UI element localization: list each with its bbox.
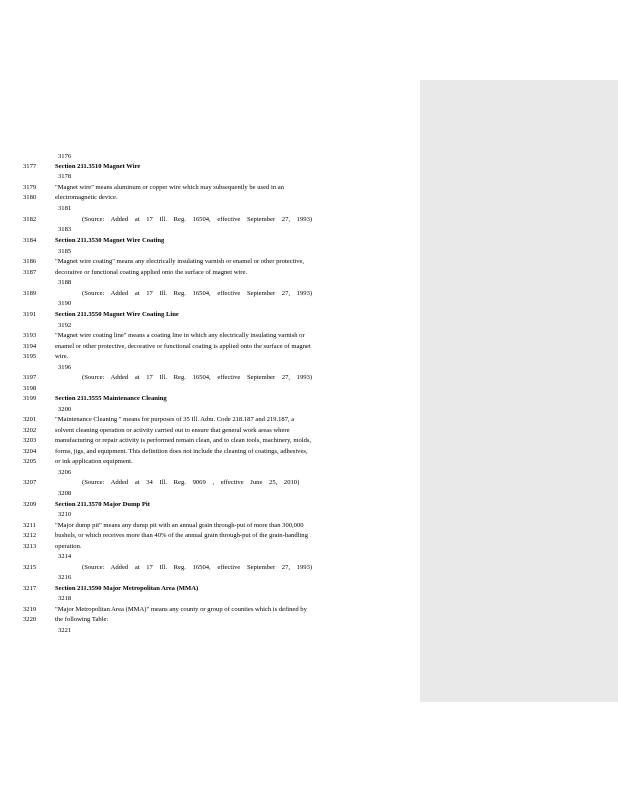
paragraph-number: 3214 (58, 553, 72, 560)
paragraph-number: 3188 (58, 279, 72, 286)
source-note: (Source: Added at 17 Ill. Reg. 16504, effective September 27, 1993) (82, 290, 313, 297)
paragraph-number: 3210 (58, 511, 72, 518)
line-number: 3211 (23, 522, 36, 529)
body-text: "Major Metropolitan Area (MMA)" means any county or group of counties which is defined by (55, 606, 307, 613)
line-number: 3204 (23, 448, 37, 455)
line-number: 3219 (23, 606, 37, 613)
body-text: electromagnetic device. (55, 194, 118, 201)
line-number: 3180 (23, 194, 37, 201)
paragraph-number: 3196 (58, 364, 72, 371)
line-number: 3209 (23, 501, 37, 508)
body-text: "Magnet wire coating" means any electrically insulating varnish or enamel or other protective, (55, 258, 305, 265)
body-text: wire. (55, 353, 69, 360)
body-text: manufacturing or repair activity is performed remain clean, and to clean tools, machinery, molds, (55, 437, 312, 444)
comment-pane-area (420, 80, 618, 702)
line-number: 3212 (23, 532, 37, 539)
line-number: 3182 (23, 216, 37, 223)
line-number: 3205 (23, 458, 37, 465)
line-number: 3201 (23, 416, 37, 423)
section-heading: Section 211.3570 Major Dump Pit (55, 501, 150, 508)
paragraph-number: 3185 (58, 248, 72, 255)
line-number: 3207 (23, 479, 37, 486)
source-note: (Source: Added at 17 Ill. Reg. 16504, effective September 27, 1993) (82, 564, 313, 571)
body-text: "Magnet wire coating line" means a coating line in which any electrically insulating varnish or (55, 332, 305, 339)
line-number: 3189 (23, 290, 37, 297)
body-text: the following Table: (55, 616, 109, 623)
source-note: (Source: Added at 17 Ill. Reg. 16504, effective September 27, 1993) (82, 216, 313, 223)
line-number: 3179 (23, 184, 37, 191)
paragraph-number: 3183 (58, 226, 72, 233)
section-heading: Section 211.3555 Maintenance Cleaning (55, 395, 167, 402)
line-number: 3202 (23, 427, 37, 434)
line-number: 3193 (23, 332, 37, 339)
paragraph-number: 3206 (58, 469, 72, 476)
body-text: or ink application equipment. (55, 458, 133, 465)
section-heading: Section 211.3550 Magnet Wire Coating Line (55, 311, 179, 318)
paragraph-number: 3216 (58, 574, 72, 581)
body-text: "Major dump pit" means any dump pit with an annual grain through-put of more than 300,000 (55, 522, 304, 529)
paragraph-number: 3181 (58, 205, 72, 212)
source-note: (Source: Added at 34 Ill. Reg. 9069 , effective June 25, 2010) (82, 479, 300, 486)
paragraph-number: 3208 (58, 490, 72, 497)
source-note: (Source: Added at 17 Ill. Reg. 16504, effective September 27, 1993) (82, 374, 313, 381)
body-text: bushels, or which receives more than 40% of the annual grain through-put of the grain-handling (55, 532, 308, 539)
body-text: "Magnet wire" means aluminum or copper wire which may subsequently be used in an (55, 184, 284, 191)
body-text: solvent cleaning operation or activity carried out to ensure that general work areas where (55, 427, 290, 434)
line-number: 3194 (23, 343, 37, 350)
line-number: 3217 (23, 585, 37, 592)
comment-pane[interactable] (420, 80, 618, 702)
line-number: 3184 (23, 237, 37, 244)
line-number: 3198 (23, 385, 37, 392)
paragraph-number: 3178 (58, 173, 72, 180)
section-heading: Section 211.3510 Magnet Wire (55, 163, 141, 170)
line-number: 3191 (23, 311, 37, 318)
section-heading: Section 211.3530 Magnet Wire Coating (55, 237, 165, 244)
line-number: 3177 (23, 163, 37, 170)
line-number: 3213 (23, 543, 37, 550)
line-number: 3220 (23, 616, 37, 623)
paragraph-number: 3192 (58, 322, 72, 329)
body-text: decorative or functional coating applied onto the surface of magnet wire. (55, 269, 248, 276)
paragraph-number: 3190 (58, 300, 72, 307)
paragraph-number: 3218 (58, 595, 72, 602)
body-text: "Maintenance Cleaning " means for purposes of 35 Ill. Adm. Code 218.187 and 219.187, a (55, 416, 295, 423)
line-number: 3199 (23, 395, 37, 402)
section-heading: Section 211.3590 Major Metropolitan Area (MMA) (55, 585, 199, 592)
paragraph-number: 3221 (58, 627, 72, 634)
line-number: 3203 (23, 437, 37, 444)
body-text: operation. (55, 543, 82, 550)
line-number: 3187 (23, 269, 37, 276)
body-text: forms, jigs, and equipment. This definition does not include the cleaning of coatings, adhesives, (55, 448, 308, 455)
line-number: 3215 (23, 564, 37, 571)
line-number: 3197 (23, 374, 37, 381)
paragraph-number: 3176 (58, 153, 72, 160)
line-number: 3186 (23, 258, 37, 265)
body-text: enamel or other protective, decorative or functional coating is applied onto the surface of magnet (55, 343, 311, 350)
line-number: 3195 (23, 353, 37, 360)
paragraph-number: 3200 (58, 406, 72, 413)
